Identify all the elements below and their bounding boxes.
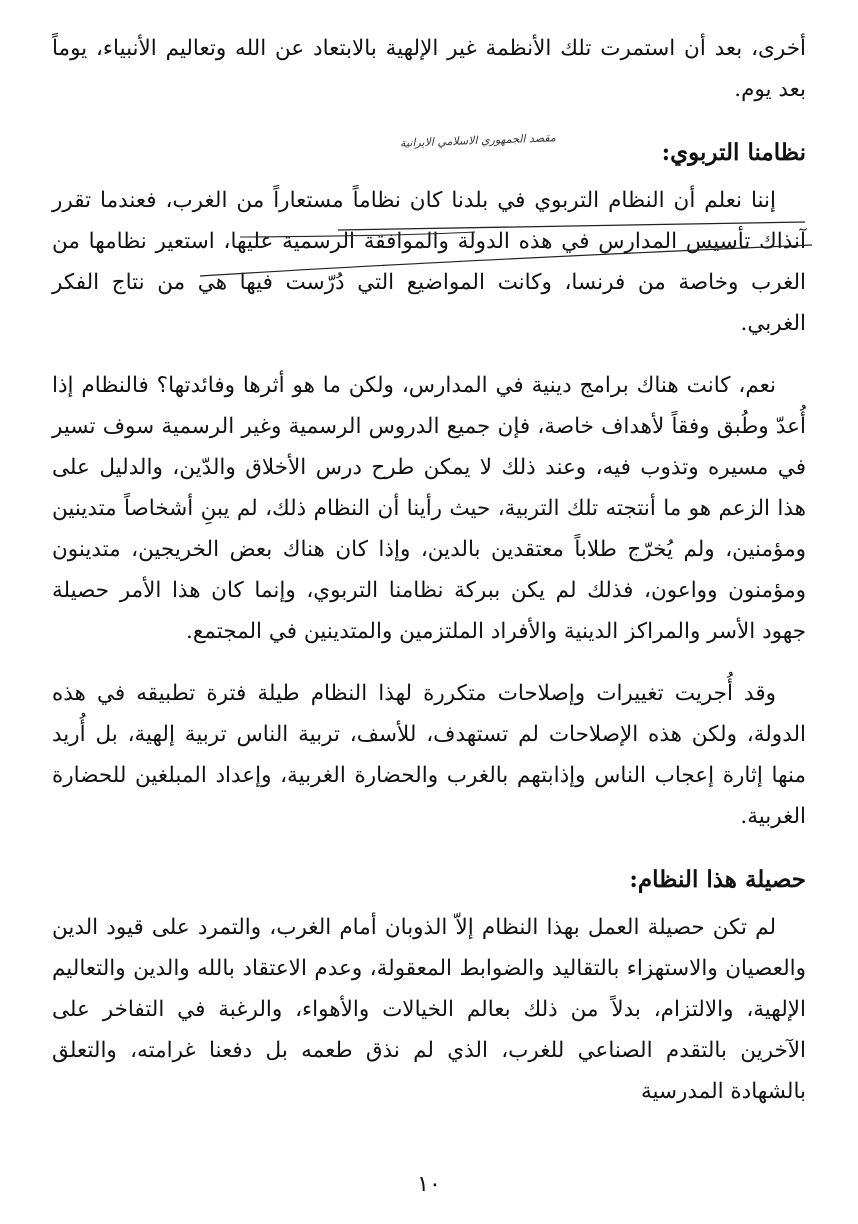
intro-paragraph: أخرى، بعد أن استمرت تلك الأنظمة غير الإلهية بالابتعاد عن الله وتعاليم الأنبياء، يوماً بعد يوم.: [52, 36, 806, 102]
page-number: ١٠: [417, 1172, 441, 1197]
handwritten-note: مقصد الجمهوري الاسلامي الايرانية: [400, 131, 557, 150]
section-1-paragraph-2: نعم، كانت هناك برامج دينية في المدارس، ولكن ما هو أثرها وفائدتها؟ فالنظام إذا أُعدّ وطُبق وفقاً لأهداف خاصة، فإن جميع الدروس الرسمية وغير الرسمية سوف تسير في مسيره وتذوب فيه، وعند ذلك لا يمكن طرح درس الأخلاق والدّين، والدليل على هذا الزعم هو ما أنتجته تلك التربية، حيث رأينا أن النظام ذلك، لم يبنِ أشخاصاً متدينين ومؤمنين، ولم يُخرّج طلاباً معتقدين بالدين، وإذا كان هناك بعض الخريجين، متدينون ومؤمنون وواعون، فذلك لم يكن ببركة نظامنا التربوي، وإنما كان هذا الأمر حصيلة جهود الأسر والمراكز الدينية والأفراد الملتزمين والمتدينين في المجتمع.: [52, 373, 806, 644]
section-1-heading: نظامنا التربوي:: [661, 139, 806, 166]
section-2-paragraph-1: لم تكن حصيلة العمل بهذا النظام إلاّ الذوبان أمام الغرب، والتمرد على قيود الدين والعصيان والاستهزاء بالتقاليد والضوابط المعقولة، وعدم الاعتقاد بالله والدين والتعاليم الإلهية، والالتزام، بدلاً من ذلك بعالم الخيالات والأهواء، والرغبة في التفاخر على الآخرين بالتقدم الصناعي للغرب، الذي لم نذق طعمه بل دفعنا غرامته، والتعلق بالشهادة المدرسية: [52, 915, 806, 1104]
section-1-header: [52, 132, 806, 174]
section-1-paragraph-3: وقد أُجريت تغييرات وإصلاحات متكررة لهذا النظام طيلة فترة تطبيقه في هذه الدولة، ولكن هذه الإصلاحات لم تستهدف، للأسف، تربية الناس تربية إلهية، بل أُريد منها إثارة إعجاب الناس وإذابتهم بالغرب والحضارة الغربية، وإعداد المبلغين للحضارة الغربية.: [52, 681, 806, 829]
section-2-heading: حصيلة هذا النظام:: [629, 866, 806, 893]
section-1-paragraph-1: إننا نعلم أن النظام التربوي في بلدنا كان نظاماً مستعاراً من الغرب، فعندما تقرر آنذاك تأسيس المدارس في هذه الدولة والموافقة الرسمية عليها، استعير نظامها من الغرب وخاصة من فرنسا، وكانت المواضيع التي دُرّست فيها هي من نتاج الفكر الغربي.: [52, 188, 806, 336]
